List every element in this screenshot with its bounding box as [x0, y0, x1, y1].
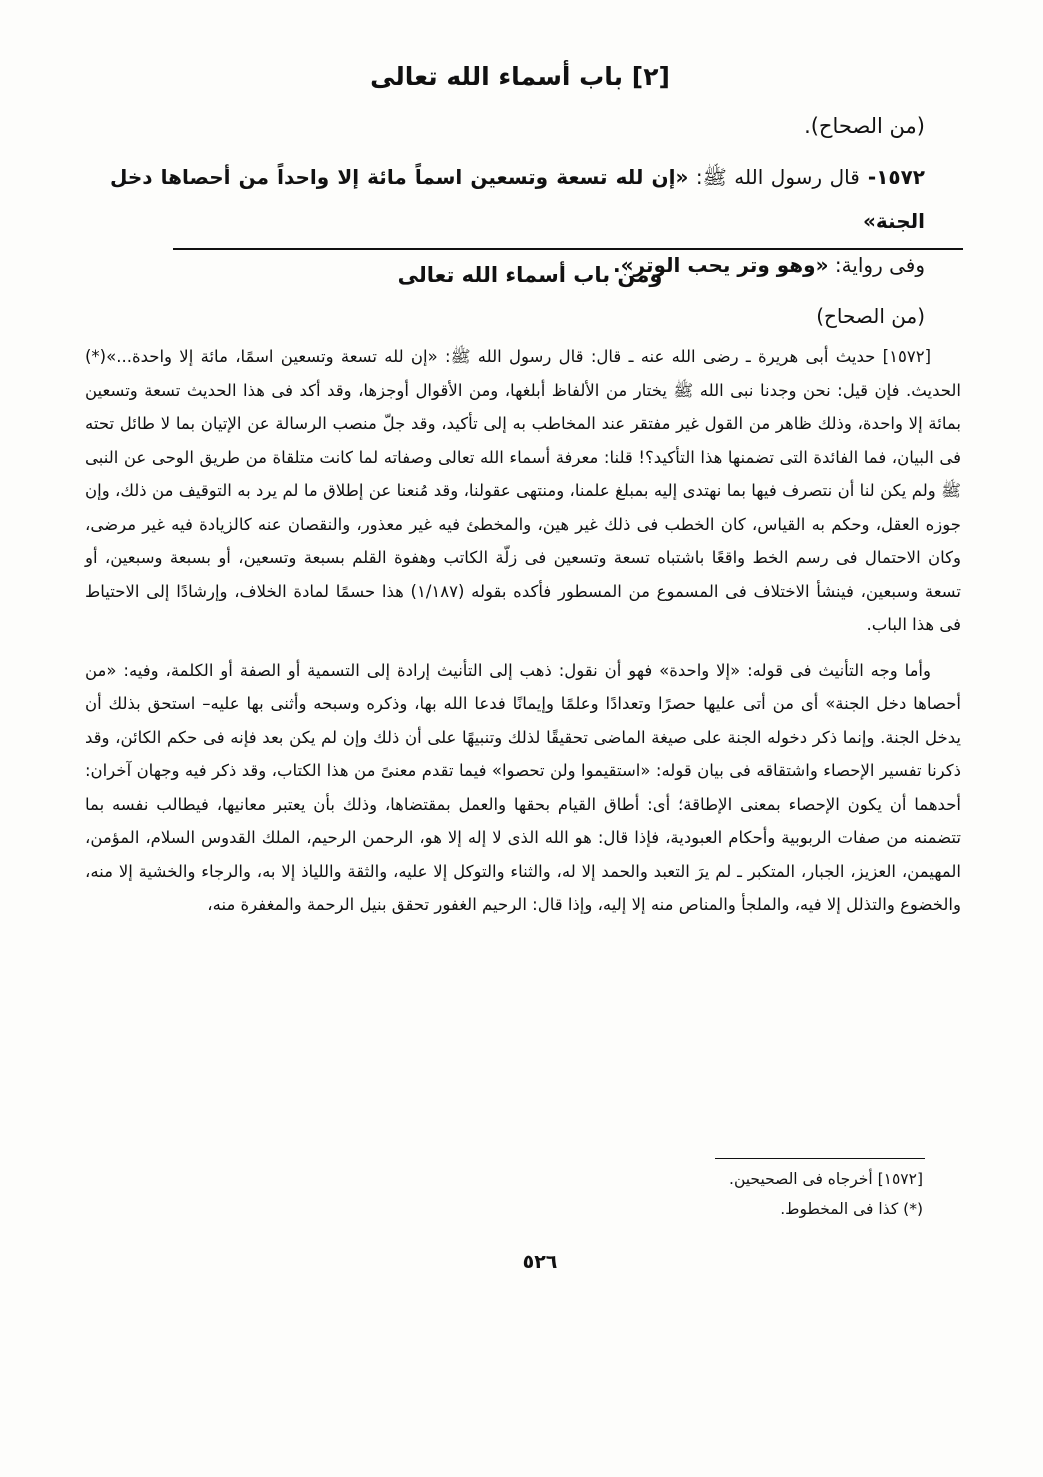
commentary-title: ومن باب أسماء الله تعالى [397, 263, 663, 287]
riwaya-quote: «وهو وتر يحب الوتر». [612, 253, 829, 277]
commentary-body [85, 340, 961, 934]
riwaya-intro: وفى رواية: [834, 253, 925, 277]
source-label: (من الصحاح). [804, 114, 925, 138]
commentary-paragraph: [١٥٧٢] حديث أبى هريرة ـ رضى الله عنه ـ قال: قال رسول الله ﷺ: «إن لله تسعة وتسعين اسمًا، مائة إلا واحدة...»(*) الحديث. فإن قيل: نحن وجدنا نبى الله ﷺ يختار من الألفاظ أبلغها، ومن الأقوال أوجزها، وقد أكد فى هذا الحديث تسعة وتسعين بمائة إلا واحدة، وذلك ظاهر من القول غير مفتقر عند المخاطب به إلى تأكيد، وقد جلّ منصب الرسالة عن الإتيان بما لا طائل تحته فى البيان، فما الفائدة التى تضمنها هذا التأكيد؟! قلنا: معرفة أسماء الله تعالى وصفاته لما كانت متلقاة من طريق الوحى عن النبى ﷺ ولم يكن لنا أن نتصرف فيها بما نهتدى إليه بمبلغ علمنا، ومنتهى عقولنا، وقد مُنعنا عن إطلاق ما لم يرد به التوقيف من ذلك، وإن جوزه العقل، وحكم به القياس، كان الخطب فى ذلك غير هين، والمخطئ فيه غير معذور، والنقصان عنه كالزيادة فيه غير مرضى، وكان الاحتمال فى رسم الخط واقعًا باشتباه تسعة وتسعين فى زلّة الكاتب وهفوة القلم بسبعة وتسعين، أو بسبعة وسبعين، أو تسعة وسبعين، فينشأ الاختلاف فى المسموع من المسطور فأكده بقوله (١/١٨٧) هذا حسمًا لمادة الخلاف، وإرشادًا إلى الاحتياط فى هذا الباب. [85, 347, 961, 634]
footnote: [١٥٧٢] أخرجاه فى الصحيحين. [729, 1170, 923, 1188]
hadith-text: ١٥٧٢- قال رسول الله ﷺ: «إن لله تسعة وتسعين اسماً مائة إلا واحداً من أحصاها دخل الجنة» وفى رواية: «وهو وتر يحب الوتر». [110, 165, 926, 277]
commentary-source-label: (من الصحاح) [816, 304, 925, 328]
footnote-divider [715, 1158, 925, 1159]
footnote: (*) كذا فى المخطوط. [780, 1200, 923, 1218]
hadith-number: ١٥٧٢ [876, 165, 926, 189]
commentary-paragraph: وأما وجه التأنيث فى قوله: «إلا واحدة» فهو أن نقول: ذهب إلى التأنيث إرادة إلى التسمية أو الصفة أو الكلمة، وفيه: «من أحصاها دخل الجنة» أى من أتى عليها حصرًا وتعدادًا وعلمًا وإيمانًا فدعا الله بها، وذكره وسبحه وأثنى بها عليه– استحق بذلك أن يدخل الجنة. وإنما ذكر دخوله الجنة على صيغة الماضى تحقيقًا لذلك وتنبيهًا على أن ذلك وإن لم يكن بعد فإنه فى حكم الكائن، وقد ذكرنا تفسير الإحصاء واشتقاقه فى بيان قوله: «استقيموا ولن تحصوا» فيما تقدم معنىً من هذا الكتاب، وقد ذكر فيه وجهان آخران: أحدهما أن يكون الإحصاء بمعنى الإطاقة؛ أى: أطاق القيام بحقها والعمل بمقتضاها، وذلك بأن يعتبر معانيها، فيطالب نفسه بما تتضمنه من صفات الربوبية وأحكام العبودية، فإذا قال: هو الله الذى لا إله إلا هو، الرحمن الرحيم، الملك القدوس السلام، المؤمن، المهيمن، العزيز، الجبار، المتكبر ـ لم يرَ التعبد والحمد إلا له، والثناء والتوكل إلا عليه، والثقة واللياذ إلا به، والرجاء والخشية إلا منه، والخضوع والتذلل إلا فيه، والملجأ والمناص منه إلا إليه، وإذا قال: الرحيم الغفور تحقق بنيل الرحمة والمغفرة منه، [85, 660, 961, 914]
hadith-quote: «إن لله تسعة وتسعين اسماً مائة إلا واحداً من أحصاها دخل الجنة» [110, 165, 925, 233]
page-number: ٥٢٦ [522, 1251, 558, 1273]
hadith-intro: قال رسول الله ﷺ: [695, 165, 860, 189]
chapter-title: [٢] باب أسماء الله تعالى [370, 62, 670, 91]
section-divider [173, 248, 963, 250]
